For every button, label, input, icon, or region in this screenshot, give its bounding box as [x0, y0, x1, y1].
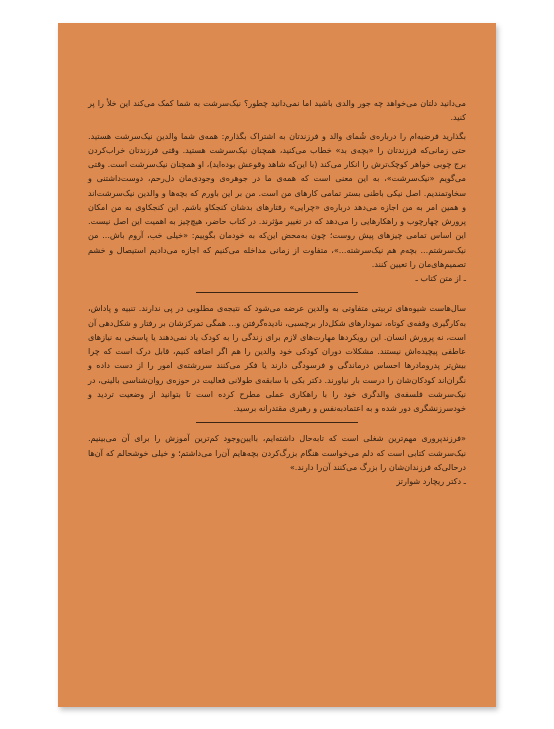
section-divider: [196, 422, 358, 423]
book-excerpt: [88, 96, 466, 285]
book-back-cover: [58, 23, 496, 707]
endorsement-quote: «فرزندپروری مهم‌ترین شغلی است که تابه‌حال داشته‌ایم، باایین‌وجود کم‌ترین آموزش را برای آن می‌بینیم. نیک‌سرشت کتابی است که دلم می‌خواست هنگام بزرگ‌کردن بچه‌هایم آن‌را می‌داشتم؛ و خیلی خوشحالم که آن‌ها درحالی‌که فرزندان‌شان را بزرگ می‌کنند آن‌را دارند.»: [88, 433, 466, 472]
back-cover-text: [88, 96, 466, 488]
description-paragraph: سال‌هاست شیوه‌های تربیتی متفاوتی به والدین عرضه می‌شود که نتیجه‌ی مطلوبی در پی ندارند. تنبیه و پاداش، به‌کارگیری وقفه‌ی کوتاه، نمودارهای شکل‌دار برچسبی، نادیده‌گرفتن و... همگی تمرکزشان بر رفتار و شکل‌دهی آن است، نه پرورش انسان. این رویکردها مهارت‌های لازم برای زندگی را به کودک یاد نمی‌دهند یا پاسخی به نیازهای عاطفی پیچیده‌اش نیستند. مشکلات دوران کودکی خود والدین را هم اگر اضافه کنیم، قابل درک است که چرا بیش‌تر پدرومادرها احساس درماندگی و فرسودگی دارند یا فکر می‌کنند سررشته‌ی امور را از دست داده و نگران‌اند کودکان‌شان را درست بار نیاورند. دکتر بکی با سابقه‌ی طولانی فعالیت در حوزه‌ی روان‌شناسی بالینی، در نیک‌سرشت فلسفه‌ی والدگری خود را با راهکاری عملی مطرح کرده است تا بتوانید از وضعیت تردید و خودسرزنشگری دور شده و به اعتمادبه‌نفس و رهبری مقتدرانه برسید.: [88, 303, 466, 413]
endorsement-author: ـ دکتر ریچارد شوارتز: [396, 476, 466, 486]
section-divider: [196, 292, 358, 293]
book-description: [88, 301, 466, 415]
excerpt-paragraph-2: بگذارید فرضیه‌ام را درباره‌ی شُمای والد و فرزندتان به اشتراک بگذارم: همه‌ی شما والدین نیک‌سرشت هستید. حتی زمانی‌که فرزندتان را «بچه‌ی بد» خطاب می‌کنید، همچنان نیک‌سرشت هستید. وقتی فرزندتان خراب‌کردن برج چوبی خواهر کوچک‌ترش را انکار می‌کند (با این‌که شاهد وقوعش بوده‌اید)، او همچنان نیک‌سرشت است. وقتی می‌گویم «نیک‌سرشت»، به این معنی است که همه‌ی ما در جوهره‌ی وجودی‌مان دل‌رحم، دوست‌داشتنی و سخاوتمندیم. اصل نیکی باطنی بستر تمامی کارهای من است. من بر این باورم که بچه‌ها و والدین نیک‌سرشت‌اند و همین امر به من اجازه می‌دهد درباره‌ی «چرایی» رفتارهای بدشان کنجکاو باشم. این کنجکاوی به من امکان پرورش چهارچوب و راهکارهایی را می‌دهد که در تغییر مؤثرند. در کتاب حاضر، هیچ‌چیز به اهمیت این اصل نیست. این اساس تمامی چیزهای پیش روست؛ چون به‌محض این‌که به خودمان بگوییم: «خیلی خب، آروم باش... من نیک‌سرشتم... بچه‌م هم نیک‌سرشته...»، متفاوت از زمانی مداخله می‌کنیم که اجازه می‌دادیم استیصال و خشم تصمیم‌های‌مان را تعیین کنند.: [88, 130, 466, 269]
excerpt-paragraph-1: می‌دانید دلتان می‌خواهد چه جور والدی باشید اما نمی‌دانید چطور؟ نیک‌سرشت به شما کمک می‌کند این خلأ را پر کنید.: [88, 98, 466, 123]
endorsement: [88, 431, 466, 488]
excerpt-attribution: ـ از متن کتاب ـ: [415, 273, 466, 283]
